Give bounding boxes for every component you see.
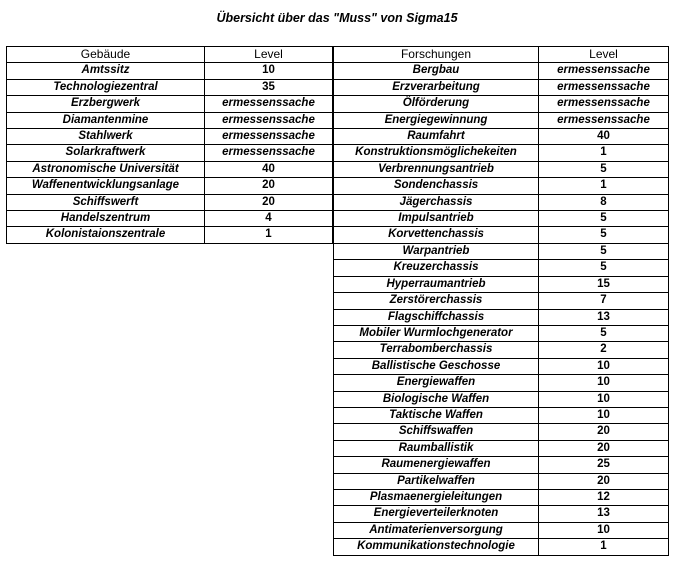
row-name-cell: Flagschiffchassis (334, 309, 539, 325)
table-row (334, 539, 669, 555)
table-row (334, 211, 669, 227)
table-header-row (334, 47, 669, 63)
row-name-cell: Astronomische Universität (7, 161, 205, 177)
table-row (334, 375, 669, 391)
row-level-cell: 1 (539, 539, 669, 555)
row-level-cell: 10 (539, 375, 669, 391)
row-name-cell: Raumenergiewaffen (334, 457, 539, 473)
table-row (334, 391, 669, 407)
row-level-cell: 5 (539, 211, 669, 227)
table-row (334, 260, 669, 276)
row-level-cell: 2 (539, 342, 669, 358)
table-row (334, 161, 669, 177)
row-name-cell: Energiegewinnung (334, 112, 539, 128)
row-name-cell: Kreuzerchassis (334, 260, 539, 276)
column-header-level: Level (539, 47, 669, 63)
row-level-cell: ermessenssache (539, 96, 669, 112)
row-name-cell: Warpantrieb (334, 243, 539, 259)
row-level-cell: 13 (539, 309, 669, 325)
table-row (334, 276, 669, 292)
column-header-level: Level (205, 47, 333, 63)
table-row (7, 211, 333, 227)
table-row (334, 522, 669, 538)
row-level-cell: 5 (539, 161, 669, 177)
table-row (7, 79, 333, 95)
research-table (333, 46, 669, 556)
row-level-cell: 10 (539, 391, 669, 407)
row-level-cell: ermessenssache (205, 145, 333, 161)
table-row (7, 194, 333, 210)
table-row (334, 473, 669, 489)
row-level-cell: 5 (539, 325, 669, 341)
row-name-cell: Partikelwaffen (334, 473, 539, 489)
row-name-cell: Raumballistik (334, 440, 539, 456)
row-level-cell: 12 (539, 489, 669, 505)
page-title: Übersicht über das "Muss" von Sigma15 (216, 11, 458, 25)
table-row (334, 145, 669, 161)
row-name-cell: Antimaterienversorgung (334, 522, 539, 538)
row-level-cell: 1 (539, 178, 669, 194)
row-name-cell: Handelszentrum (7, 211, 205, 227)
row-level-cell: 4 (205, 211, 333, 227)
row-level-cell: ermessenssache (539, 63, 669, 79)
row-level-cell: 10 (205, 63, 333, 79)
row-level-cell: 1 (205, 227, 333, 243)
row-level-cell: 20 (539, 440, 669, 456)
row-level-cell: ermessenssache (205, 96, 333, 112)
row-name-cell: Erzbergwerk (7, 96, 205, 112)
row-name-cell: Erzverarbeitung (334, 79, 539, 95)
row-level-cell: ermessenssache (205, 112, 333, 128)
row-name-cell: Zerstörerchassis (334, 293, 539, 309)
column-header-name: Forschungen (334, 47, 539, 63)
table-row (7, 178, 333, 194)
row-name-cell: Sondenchassis (334, 178, 539, 194)
row-level-cell: 15 (539, 276, 669, 292)
row-name-cell: Energiewaffen (334, 375, 539, 391)
table-row (334, 293, 669, 309)
row-name-cell: Hyperraumantrieb (334, 276, 539, 292)
row-level-cell: 25 (539, 457, 669, 473)
row-level-cell: 20 (539, 473, 669, 489)
row-level-cell: ermessenssache (539, 112, 669, 128)
column-header-name: Gebäude (7, 47, 205, 63)
row-name-cell: Korvettenchassis (334, 227, 539, 243)
row-name-cell: Solarkraftwerk (7, 145, 205, 161)
table-row (334, 325, 669, 341)
row-level-cell: 20 (205, 194, 333, 210)
table-row (7, 227, 333, 243)
table-row (334, 489, 669, 505)
table-row (7, 145, 333, 161)
row-name-cell: Raumfahrt (334, 129, 539, 145)
row-level-cell: ermessenssache (205, 129, 333, 145)
table-row (334, 342, 669, 358)
row-name-cell: Impulsantrieb (334, 211, 539, 227)
table-row (334, 96, 669, 112)
table-row (7, 112, 333, 128)
table-row (334, 227, 669, 243)
row-name-cell: Ballistische Geschosse (334, 358, 539, 374)
buildings-table (6, 46, 333, 244)
row-name-cell: Schiffswerft (7, 194, 205, 210)
row-name-cell: Amtssitz (7, 63, 205, 79)
table-row (334, 309, 669, 325)
row-name-cell: Bergbau (334, 63, 539, 79)
table-row (7, 96, 333, 112)
row-level-cell: 35 (205, 79, 333, 95)
row-name-cell: Energieverteilerknoten (334, 506, 539, 522)
row-level-cell: 5 (539, 227, 669, 243)
row-name-cell: Waffenentwicklungsanlage (7, 178, 205, 194)
row-level-cell: 10 (539, 358, 669, 374)
row-level-cell: 1 (539, 145, 669, 161)
row-name-cell: Kommunikationstechnologie (334, 539, 539, 555)
table-row (334, 440, 669, 456)
row-level-cell: 10 (539, 407, 669, 423)
table-row (334, 358, 669, 374)
row-name-cell: Kolonistaionszentrale (7, 227, 205, 243)
row-name-cell: Diamantenmine (7, 112, 205, 128)
table-row (334, 424, 669, 440)
table-row (334, 79, 669, 95)
row-name-cell: Verbrennungsantrieb (334, 161, 539, 177)
row-level-cell: 5 (539, 243, 669, 259)
table-row (334, 243, 669, 259)
row-name-cell: Schiffswaffen (334, 424, 539, 440)
row-level-cell: 10 (539, 522, 669, 538)
row-level-cell: 20 (205, 178, 333, 194)
table-row (334, 129, 669, 145)
row-name-cell: Taktische Waffen (334, 407, 539, 423)
row-name-cell: Stahlwerk (7, 129, 205, 145)
row-name-cell: Terrabomberchassis (334, 342, 539, 358)
row-level-cell: ermessenssache (539, 79, 669, 95)
table-row (7, 63, 333, 79)
table-row (334, 194, 669, 210)
row-level-cell: 7 (539, 293, 669, 309)
row-name-cell: Ölförderung (334, 96, 539, 112)
table-row (334, 112, 669, 128)
row-level-cell: 40 (539, 129, 669, 145)
row-level-cell: 5 (539, 260, 669, 276)
table-row (334, 63, 669, 79)
row-name-cell: Biologische Waffen (334, 391, 539, 407)
table-row (334, 407, 669, 423)
table-row (7, 129, 333, 145)
row-level-cell: 13 (539, 506, 669, 522)
row-level-cell: 20 (539, 424, 669, 440)
row-name-cell: Jägerchassis (334, 194, 539, 210)
row-level-cell: 8 (539, 194, 669, 210)
row-name-cell: Konstruktionsmöglichekeiten (334, 145, 539, 161)
row-level-cell: 40 (205, 161, 333, 177)
row-name-cell: Plasmaenergieleitungen (334, 489, 539, 505)
row-name-cell: Technologiezentral (7, 79, 205, 95)
table-row (334, 178, 669, 194)
row-name-cell: Mobiler Wurmlochgenerator (334, 325, 539, 341)
table-row (334, 457, 669, 473)
table-header-row (7, 47, 333, 63)
table-row (334, 506, 669, 522)
table-row (7, 161, 333, 177)
